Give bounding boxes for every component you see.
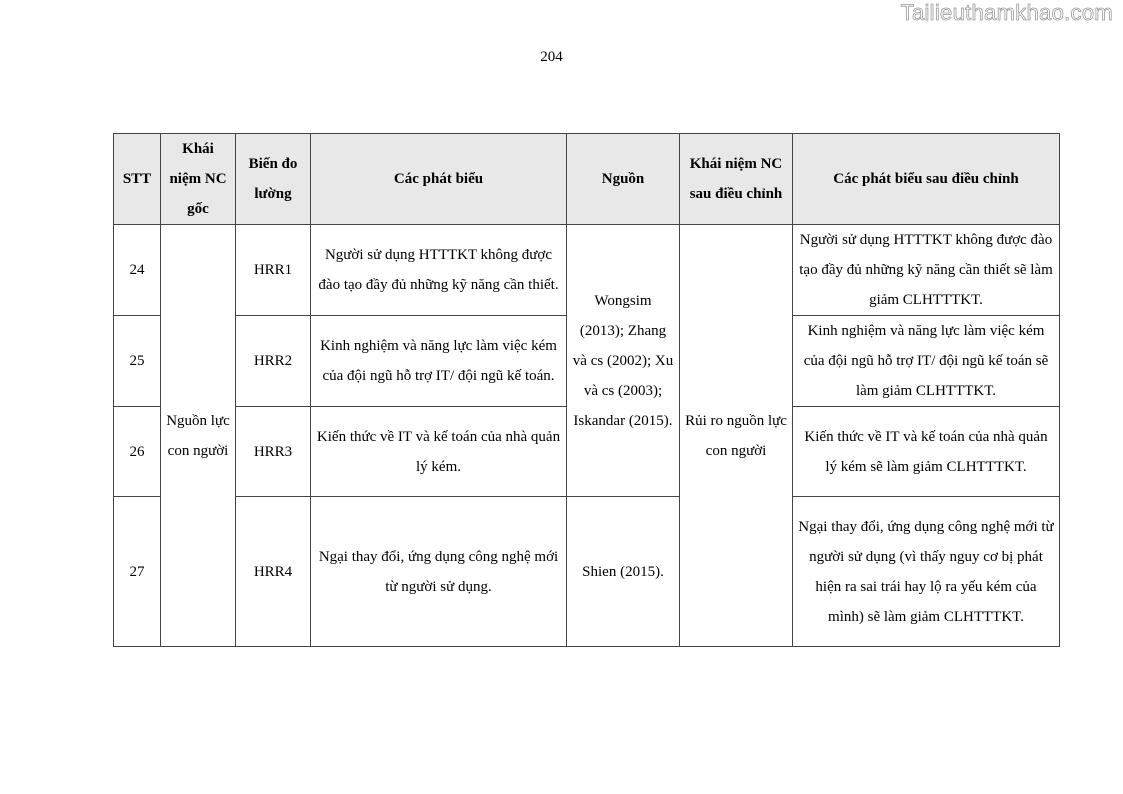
row-statement: Ngại thay đổi, ứng dụng công nghệ mới từ người sử dụng. [311, 497, 567, 647]
row-stt: 25 [114, 316, 161, 407]
header-adjusted-concept: Khái niệm NC sau điều chỉnh [680, 134, 793, 225]
row-stt: 27 [114, 497, 161, 647]
header-stt: STT [114, 134, 161, 225]
row-statement: Kiến thức về IT và kế toán của nhà quản lý kém. [311, 407, 567, 497]
row-code: HRR4 [236, 497, 311, 647]
row-adjusted-statement: Người sử dụng HTTTKT không được đào tạo đầy đủ những kỹ năng cần thiết sẽ làm giảm CLHTTTKT. [793, 225, 1060, 316]
row-adjusted-statement: Kiến thức về IT và kế toán của nhà quản lý kém sẽ làm giảm CLHTTTKT. [793, 407, 1060, 497]
row-code: HRR1 [236, 225, 311, 316]
header-source: Nguồn [567, 134, 680, 225]
row-adjusted-statement: Ngại thay đổi, ứng dụng công nghệ mới từ người sử dụng (vì thấy nguy cơ bị phát hiện ra sai trái hay lộ ra yếu kém của mình) sẽ làm giảm CLHTTTKT. [793, 497, 1060, 647]
row-code: HRR3 [236, 407, 311, 497]
row-stt: 26 [114, 407, 161, 497]
row-statement: Người sử dụng HTTTKT không được đào tạo đầy đủ những kỹ năng cần thiết. [311, 225, 567, 316]
row-adjusted-statement: Kinh nghiệm và năng lực làm việc kém của đội ngũ hỗ trợ IT/ đội ngũ kế toán sẽ làm giảm CLHTTTKT. [793, 316, 1060, 407]
original-concept-cell: Nguồn lực con người [161, 225, 236, 647]
watermark-text: Tailieuthamkhao.com [900, 0, 1113, 25]
header-original-concept: Khái niệm NC gốc [161, 134, 236, 225]
header-adjusted-statements: Các phát biểu sau điều chỉnh [793, 134, 1060, 225]
measurement-table [113, 133, 1060, 647]
table-row [114, 225, 1060, 316]
header-statements: Các phát biểu [311, 134, 567, 225]
row-statement: Kinh nghiệm và năng lực làm việc kém của đội ngũ hỗ trợ IT/ đội ngũ kế toán. [311, 316, 567, 407]
header-measure-variable: Biến đo lường [236, 134, 311, 225]
source-cell: Wongsim (2013); Zhang và cs (2002); Xu và cs (2003); Iskandar (2015). [567, 225, 680, 497]
table-row [114, 497, 1060, 647]
row-source: Shien (2015). [567, 497, 680, 647]
table-header-row [114, 134, 1060, 225]
row-stt: 24 [114, 225, 161, 316]
row-code: HRR2 [236, 316, 311, 407]
page-number: 204 [540, 49, 563, 65]
adjusted-concept-cell: Rủi ro nguồn lực con người [680, 225, 793, 647]
